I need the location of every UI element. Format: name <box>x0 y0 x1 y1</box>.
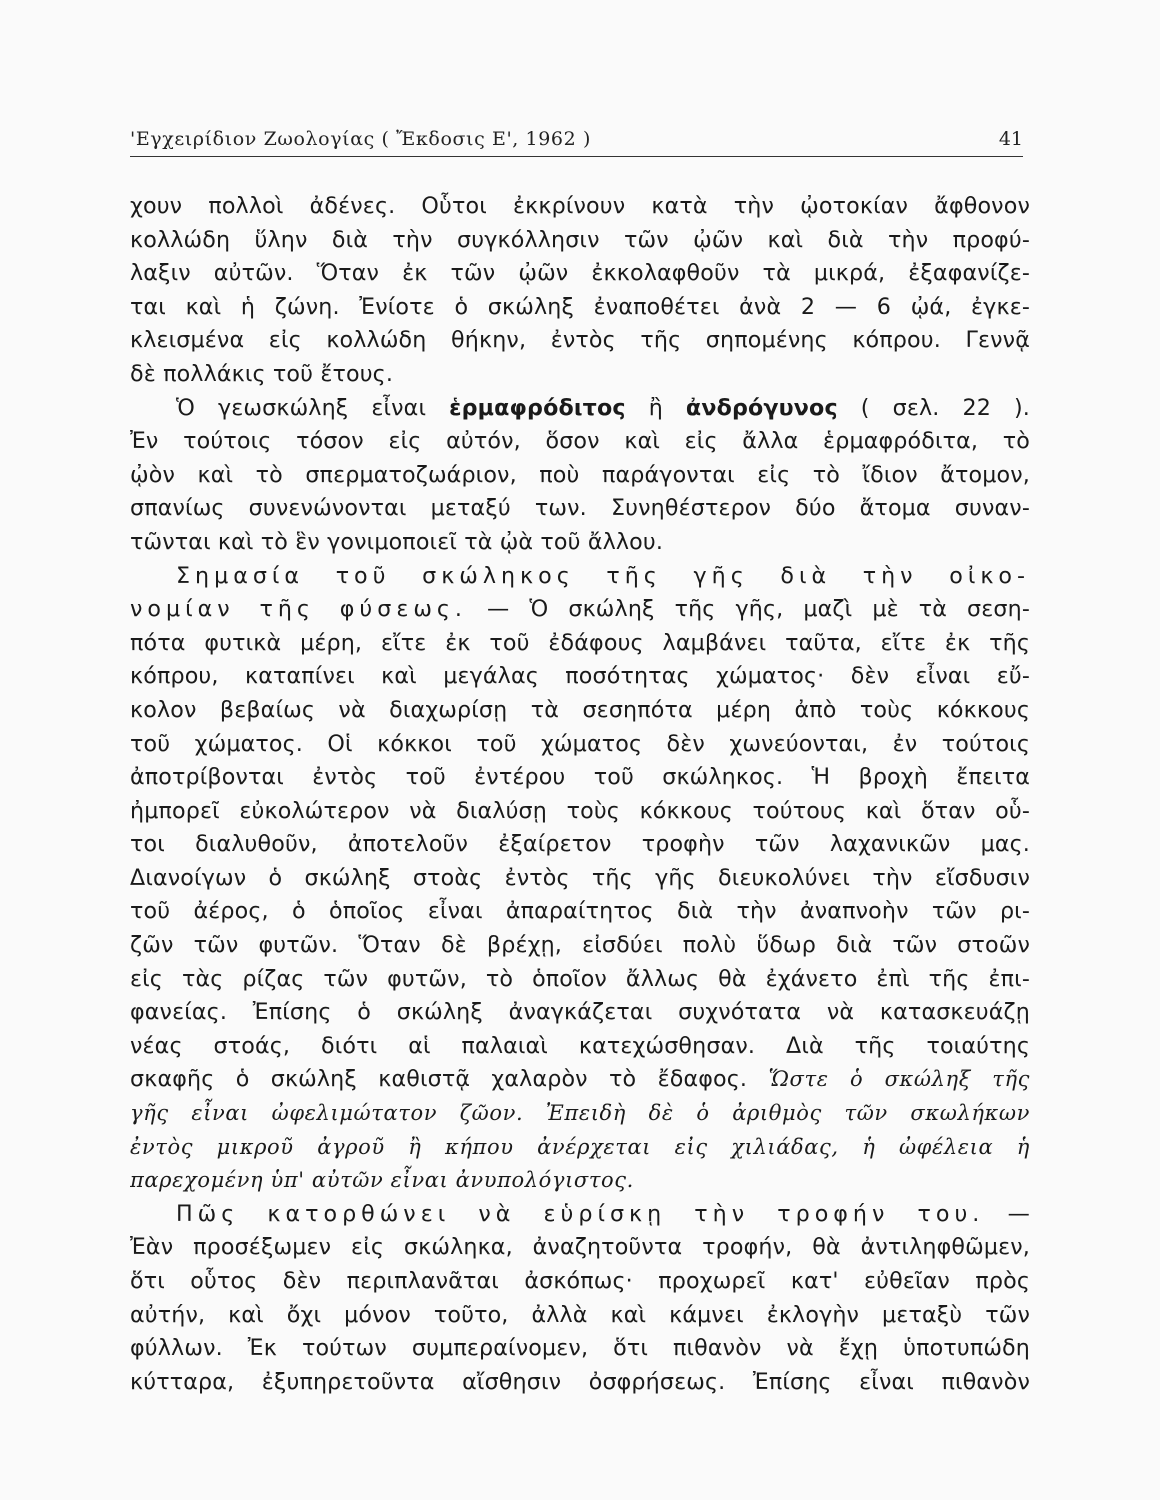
text-line <box>130 392 1030 426</box>
paragraph-3 <box>130 560 1030 1198</box>
text-line: Διανοίγων ὁ σκώληξ στοὰς ἐντὸς τῆς γῆς διευκολύνει τὴν εἴσδυσιν <box>130 864 1030 891</box>
dash: — <box>1007 1200 1030 1227</box>
italic-line: ἐντὸς μικροῦ ἀγροῦ ἢ κήπου ἀνέρχεται εἰς χιλιάδας, ἡ ὠφέλεια ἡ <box>130 1134 1030 1159</box>
text-segment: σκαφῆς ὁ σκώληξ καθιστᾷ χαλαρὸν τὸ ἔδαφος. <box>130 1066 748 1093</box>
text-line: κόπρου, καταπίνει καὶ μεγάλας ποσότητας χώματος· δὲν εἶναι εὔ- <box>130 663 1030 690</box>
section-heading-line <box>130 1198 1030 1232</box>
text-line <box>130 1063 1030 1097</box>
text-line: φανείας. Ἐπίσης ὁ σκώληξ ἀναγκάζεται συχνότατα νὰ κατασκευάζῃ <box>130 999 1030 1026</box>
text-segment: ἢ <box>648 394 663 421</box>
paragraph-2 <box>130 392 1030 560</box>
text-line: ὅτι οὗτος δὲν περιπλανᾶται ἀσκόπως· προχωρεῖ κατ' εὐθεῖαν πρὸς <box>130 1268 1030 1294</box>
paragraph-1 <box>130 190 1030 392</box>
text-line: κύτταρα, ἐξυπηρετοῦντα αἴσθησιν ὀσφρήσεως. Ἐπίσης εἶναι πιθανὸν <box>130 1368 1030 1395</box>
text-line: ζῶν τῶν φυτῶν. Ὅταν δὲ βρέχῃ, εἰσδύει πολὺ ὕδωρ διὰ τῶν στοῶν <box>130 932 1030 959</box>
text-line: ται καὶ ἡ ζώνη. Ἐνίοτε ὁ σκώληξ ἐναποθέτει ἀνὰ 2 — 6 ᾠά, ἐγκε- <box>130 293 1030 320</box>
text-line: κλεισμένα εἰς κολλώδη θήκην, ἐντὸς τῆς σηπομένης κόπρου. Γεννᾷ <box>130 327 1030 354</box>
running-header <box>130 128 1023 157</box>
text-line: λαξιν αὐτῶν. Ὅταν ἐκ τῶν ᾠῶν ἐκκολαφθοῦν τὰ μικρά, ἐξαφανίζε- <box>130 260 1030 287</box>
text-line: τοι διαλυθοῦν, ἀποτελοῦν ἐξαίρετον τροφὴν τῶν λαχανικῶν μας. <box>130 831 1030 858</box>
section-heading-cont: νομίαν τῆς φύσεως. <box>130 596 467 623</box>
italic-segment: Ὥστε ὁ σκώληξ τῆς <box>768 1067 1030 1092</box>
text-line: δὲ πολλάκις τοῦ ἔτους. <box>130 360 394 387</box>
text-line: πότα φυτικὰ μέρη, εἴτε ἐκ τοῦ ἐδάφους λαμβάνει ταῦτα, εἴτε ἐκ τῆς <box>130 629 1030 656</box>
text-line: τῶνται καὶ τὸ ἓν γονιμοποιεῖ τὰ ᾠὰ τοῦ ἄλλου. <box>130 528 664 555</box>
text-line: Ἐὰν προσέξωμεν εἰς σκώληκα, ἀναζητοῦντα τροφήν, θὰ ἀντιληφθῶμεν, <box>130 1234 1030 1261</box>
italic-line: παρεχομένη ὑπ' αὐτῶν εἶναι ἀνυπολόγιστος. <box>130 1168 634 1193</box>
book-title: 'Εγχειρίδιον Ζωολογίας ( Ἔκδοσις Ε', 1962 ) <box>130 128 591 150</box>
term-hermaphrodite: ἑρμαφρόδιτος <box>449 394 626 421</box>
term-androgynous: ἀνδρόγυνος <box>685 394 838 421</box>
text-line: ἀποτρίβονται ἐντὸς τοῦ ἐντέρου τοῦ σκώληκος. Ἡ βροχὴ ἔπειτα <box>130 764 1030 791</box>
page-number: 41 <box>998 128 1023 150</box>
text-line: αὐτήν, καὶ ὄχι μόνον τοῦτο, ἀλλὰ καὶ κάμνει ἐκλογὴν μεταξὺ τῶν <box>130 1301 1030 1328</box>
section-heading: Σημασία τοῦ σκώληκος τῆς γῆς διὰ τὴν οἰκο- <box>176 562 1030 589</box>
page-body <box>130 190 1030 1399</box>
page-reference: ( σελ. 22 ). <box>860 394 1030 421</box>
italic-line: γῆς εἶναι ὠφελιμώτατον ζῶον. Ἐπειδὴ δὲ ὁ ἀριθμὸς τῶν σκωλήκων <box>130 1101 1030 1126</box>
text-line <box>130 593 1030 627</box>
text-line: κολλώδη ὕλην διὰ τὴν συγκόλλησιν τῶν ᾠῶν καὶ διὰ τὴν προφύ- <box>130 226 1030 253</box>
text-line: τοῦ χώματος. Οἱ κόκκοι τοῦ χώματος δὲν χωνεύονται, ἐν τούτοις <box>130 730 1030 757</box>
text-line: χουν πολλοὶ ἀδένες. Οὗτοι ἐκκρίνουν κατὰ τὴν ᾠοτοκίαν ἄφθονον <box>130 193 1030 219</box>
text-segment: — Ὁ σκώληξ τῆς γῆς, μαζὶ μὲ τὰ σεση- <box>487 596 1030 623</box>
text-line: εἰς τὰς ρίζας τῶν φυτῶν, τὸ ὁποῖον ἄλλως θὰ ἐχάνετο ἐπὶ τῆς ἐπι- <box>130 965 1030 992</box>
paragraph-4 <box>130 1198 1030 1400</box>
text-line: νέας στοάς, διότι αἱ παλαιαὶ κατεχώσθησαν. Διὰ τῆς τοιαύτης <box>130 1032 1030 1059</box>
text-line: Ἐν τούτοις τόσον εἰς αὐτόν, ὅσον καὶ εἰς ἄλλα ἑρμαφρόδιτα, τὸ <box>130 428 1030 455</box>
text-line: ἠμπορεῖ εὐκολώτερον νὰ διαλύσῃ τοὺς κόκκους τούτους καὶ ὅταν οὗ- <box>130 797 1030 824</box>
text-line: κολον βεβαίως νὰ διαχωρίσῃ τὰ σεσηπότα μέρη ἀπὸ τοὺς κόκκους <box>130 696 1030 723</box>
text-line: φύλλων. Ἐκ τούτων συμπεραίνομεν, ὅτι πιθανὸν νὰ ἔχῃ ὑποτυπώδη <box>130 1335 1030 1362</box>
text-line: ᾠὸν καὶ τὸ σπερματοζωάριον, ποὺ παράγονται εἰς τὸ ἴδιον ἄτομον, <box>130 461 1030 488</box>
section-heading: Πῶς κατορθώνει νὰ εὑρίσκῃ τὴν τροφήν του. <box>176 1200 985 1227</box>
text-line: σπανίως συνενώνονται μεταξύ των. Συνηθέστερον δύο ἄτομα συναν- <box>130 495 1030 522</box>
text-segment: Ὁ γεωσκώληξ εἶναι <box>176 394 427 421</box>
text-line: τοῦ ἀέρος, ὁ ὁποῖος εἶναι ἀπαραίτητος διὰ τὴν ἀναπνοὴν τῶν ρι- <box>130 898 1030 925</box>
